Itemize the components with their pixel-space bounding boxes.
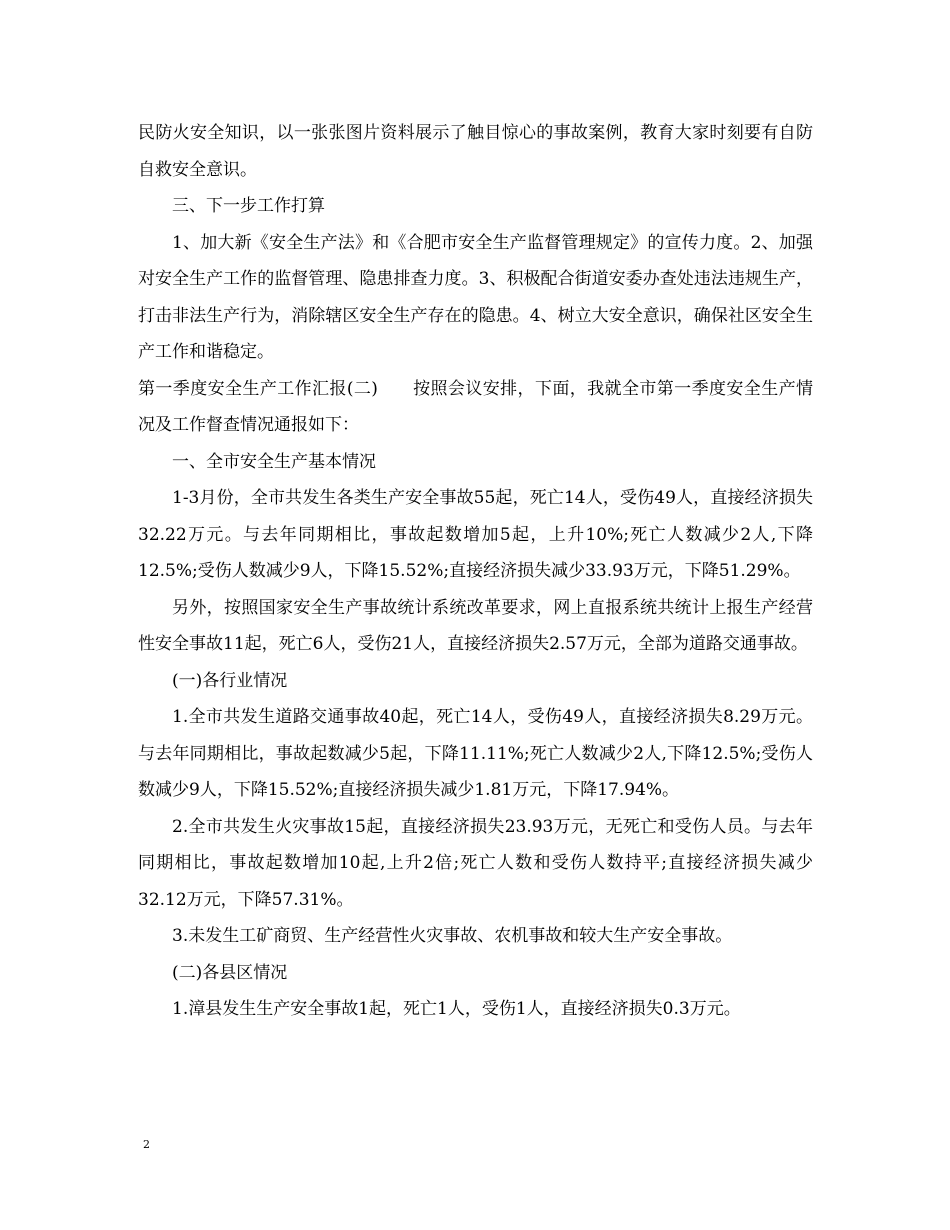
subsection-heading-industries: (一)各行业情况 [172,670,288,691]
paragraph-fire-accidents: 2.全市共发生火灾事故15起，直接经济损失23.93万元，无死亡和受伤人员。与去年同期相比，事故起数增加10起,上升2倍;死亡人数和受伤人数持平;直接经济损失减少32.12万元，下降57.31%。 [138,816,813,910]
subsection-heading-counties: (二)各县区情况 [172,962,288,983]
page-number: 2 [143,1138,150,1151]
paragraph-accident-statistics: 1-3月份，全市共发生各类生产安全事故55起，死亡14人，受伤49人，直接经济损失32.22万元。与去年同期相比，事故起数增加5起，上升10%;死亡人数减少2人,下降12.5%;受伤人数减少9人，下降15.52%;直接经济损失减少33.93万元，下降51.29%。 [138,488,813,581]
paragraph-next-steps: 1、加大新《安全生产法》和《合肥市安全生产监督管理规定》的宣传力度。2、加强对安全生产工作的监督管理、隐患排查力度。3、积极配合街道安委办查处违法违规生产，打击非法生产行为，消除辖区安全生产存在的隐患。4、树立大安全意识，确保社区安全生产工作和谐稳定。 [138,232,813,362]
section-heading-next-steps: 三、下一步工作打算 [172,196,325,216]
section-heading-basic-situation: 一、全市安全生产基本情况 [172,451,376,472]
report-title-paragraph: 第一季度安全生产工作汇报(二) 按照会议安排，下面，我就全市第一季度安全生产情况及工作督查情况通报如下： [138,378,813,435]
paragraph-zhang-county: 1.漳县发生生产安全事故1起，死亡1人，受伤1人，直接经济损失0.3万元。 [172,999,741,1019]
paragraph-no-major-accidents: 3.未发生工矿商贸、生产经营性火灾事故、农机事故和较大生产安全事故。 [172,926,733,946]
paragraph-continuation: 民防火安全知识，以一张张图片资料展示了触目惊心的事故案例，教育大家时刻要有自防自救安全意识。 [138,123,813,180]
document-body [138,115,813,1028]
paragraph-online-reporting: 另外，按照国家安全生产事故统计系统改革要求，网上直报系统共统计上报生产经营性安全事故11起，死亡6人，受伤21人，直接经济损失2.57万元，全部为道路交通事故。 [138,597,813,654]
paragraph-road-traffic: 1.全市共发生道路交通事故40起，死亡14人，受伤49人，直接经济损失8.29万元。与去年同期相比，事故起数减少5起，下降11.11%;死亡人数减少2人,下降12.5%;受伤人数减少9人，下降15.52%;直接经济损失减少1.81万元，下降17.94%。 [138,707,813,800]
